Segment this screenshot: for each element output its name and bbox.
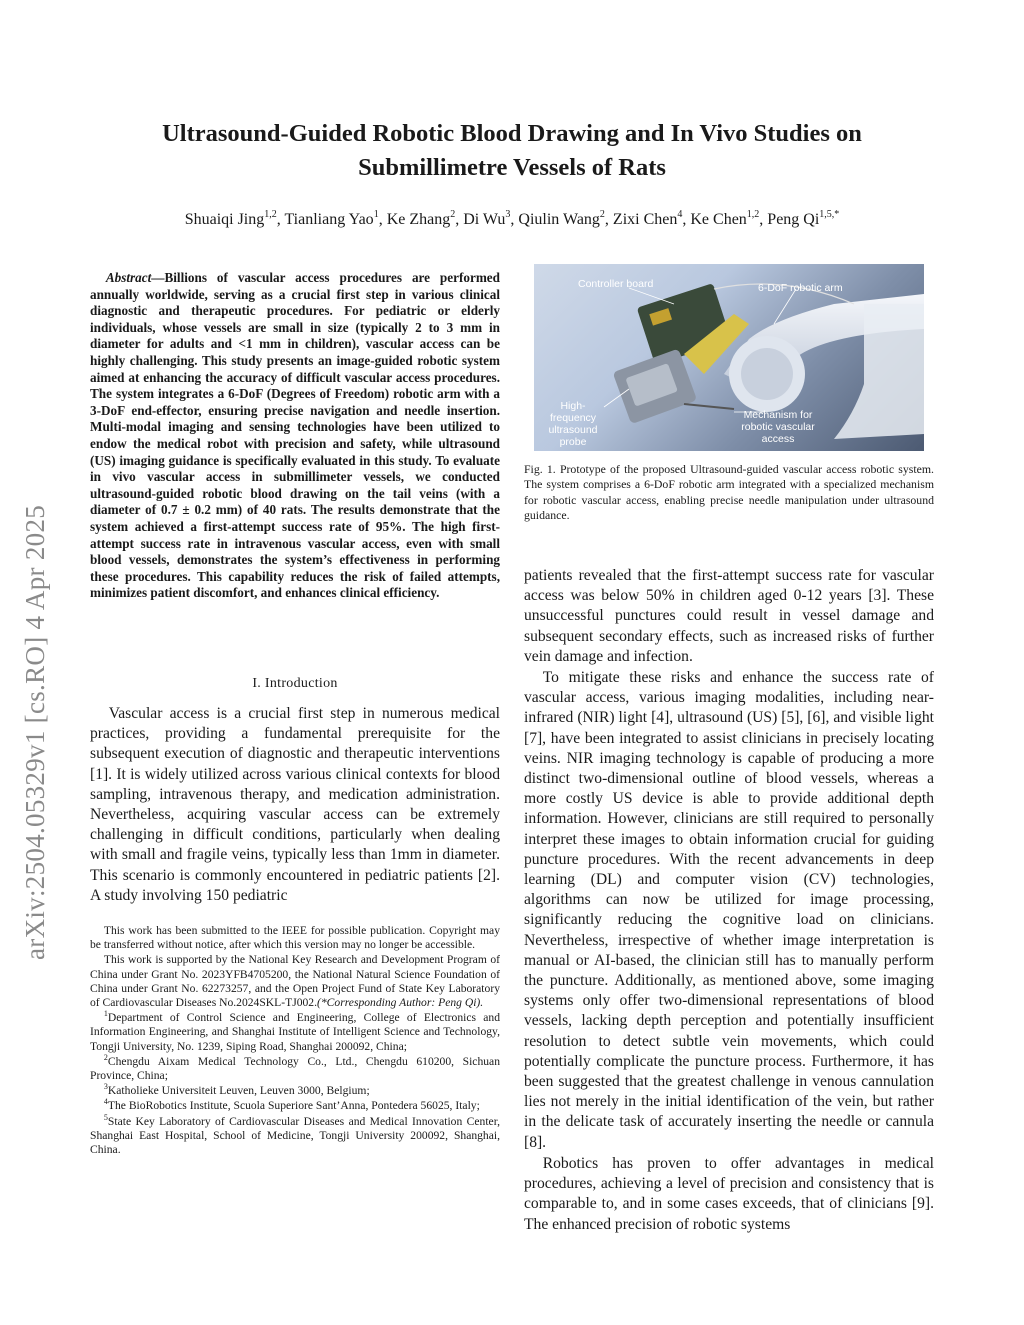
footnote-submission: This work has been submitted to the IEEE for possible publication. Copyright may be transferred without notice, after which this version may no longer be accessible. [90,924,500,952]
paragraph-continued: patients revealed that the first-attempt success rate for vascular access was below 50% in children aged 0-12 years [3]. These unsuccessful punctures could result in vessel damage and subsequent secondary effects, such as increased risks of further vein damage and infection. [524,567,934,665]
figure-label-controller-board: Controller board [578,278,654,290]
title-line-1: Ultrasound-Guided Robotic Blood Drawing and In Vivo Studies on [162,120,862,147]
author-affiliation-mark: 1 [373,209,379,220]
figure-caption: Fig. 1. Prototype of the proposed Ultrasound-guided vascular access robotic system. The system comprises a 6-DoF robotic arm integrated with a specialized mechanism for robotic vascular access, enabling precise needle manipulation under ultrasound guidance. [524,462,934,523]
author-name: Ke Zhang [386,211,451,228]
corresponding-author-note: (*Corresponding Author: Peng Qi). [317,996,484,1010]
author-affiliation-mark: 2 [599,209,605,220]
callout-line-controller [629,288,674,304]
author [463,211,510,228]
author [387,211,456,228]
intro-paragraph-text: Vascular access is a crucial first step in numerous medical practices, providing a fundamental prerequisite for the subsequent execution of diagnostic and therapeutic interventions [1]. It is widely utilized across various clinical contexts for blood sampling, intravenous therapy, and medication administration. Nevertheless, acquiring vascular access can be extremely challenging in difficult conditions, particularly when dealing with small and fragile veins, typically less than 1mm in diameter. This scenario is commonly encountered in pediatric patients [2]. A study involving 150 pediatric [90,705,500,904]
figure-robot-photo [534,264,924,451]
author [690,211,759,228]
footnote-support: This work is supported by the National Key Research and Development Program of China under Grant No. 2023YFB4705200, the National Natural Science Foundation of China under Grant No. 62273257, and the Open Project Fund of State Key Laboratory of Cardiovascular Diseases No.2024SKL-TJ002.(*Corresponding Author: Peng Qi). [90,953,500,1010]
footnotes [90,924,500,1158]
footnote-affiliation-3: $^3$Katholieke Universiteit Leuven, Leuven 3000, Belgium; [103,1082,370,1098]
robot-joint-inner [741,348,793,400]
author-affiliation-mark: 1,5,* [819,209,840,220]
author-list: Shuaiqi Jing$^{1,2}$, Tianliang Yao$^1$, Ke Zhang$^2$, Di Wu$^3$, Qiulin Wang$^2$, Zixi Chen$^4$, Ke Chen$^{1,2}$, Peng $Qi^{1,5,*}$ [184,209,840,228]
right-column-text [524,566,934,1236]
footnote-affiliation-5: $^5$State Key Laboratory of Cardiovascular Diseases and Medical Innovation Center, Shanghai East Hospital, School of Medicine, Tongji University 200092, Shanghai, China. [90,1112,500,1157]
figure-label-mechanism: Mechanism for robotic vascular access [741,409,815,445]
author-affiliation-mark: 4 [677,209,683,220]
author-name: Tianliang Yao [284,211,374,228]
author [185,211,277,228]
needle [684,404,734,409]
arxiv-identifier: arXiv:2504.05329v1 [cs.RO] 4 Apr 2025 [20,504,50,960]
footnote-affiliation-2: $^2$Chengdu Aixam Medical Technology Co., Ltd., Chengdu 610200, Sichuan Province, China; [90,1052,500,1083]
figure-label-ultrasound-probe: High-frequency ultrasound probe [548,400,598,448]
author-affiliation-mark: 1,2 [264,209,277,220]
author-name: Zixi Chen [612,211,678,228]
figure-label-robotic-arm: 6-DoF robotic arm [758,282,843,294]
footnote-affiliation-4: $^4$The BioRobotics Institute, Scuola Superiore Sant’Anna, Pontedera 56025, Italy; [103,1097,480,1113]
paragraph-imaging-modalities: To mitigate these risks and enhance the success rate of vascular access, various imaging modalities, including near-infrared (NIR) light [4], ultrasound (US) [5], [6], and visible light [7], have been integrated to assist clinicians in precisely locating veins. NIR imaging technology is capable of producing a more distinct two-dimensional outline of blood vessels, whereas a more costly US device is able to provide additional depth information. However, clinicians are still required to personally interpret these images to obtain information crucial for guiding puncture procedures. With the recent advancements in deep learning (DL) and computer vision (CV) technologies, algorithms can now be utilized for image processing, significantly reducing the cognitive load on clinicians. Nevertheless, irrespective of whether image interpretation is manual or AI-based, the clinician still has to manually perform the puncture. Additionally, as mentioned above, some imaging systems only offer two-dimensional representations of blood vessels, lacking depth perception and potentially insufficient resolution to detect subtle vein movements, which could potentially complicate the puncture process. Furthermore, it has been suggested that the greatest challenge in venous cannulation lies not merely in the initial identification of the vein, but rather in the delicate task of accurately inserting the needle or cannula [8]. [524,669,934,1151]
section-heading-introduction: I. Introduction [252,676,338,691]
author [767,211,839,228]
author-name: Shuaiqi Jing [184,211,265,228]
abstract-label: Abstract [105,270,152,285]
footnote-affiliation-1: $^1$Department of Control Science and Engineering, College of Electronics and Information Engineering, and Shanghai Institute of Intelligent Science and Technology, Tongji University, No. 1239, Siping Road, Shanghai 200092, China; [90,1009,500,1053]
abstract-text: —Billions of vascular access procedures are performed annually worldwide, serving as a crucial first step in various clinical diagnostic and therapeutic procedures. For pediatric or elderly individuals, whose vessels are small in size (typically 2 to 3 mm in diameter for adults and <1 mm in children), vascular access can be highly challenging. This study presents an image-guided robotic system aimed at enhancing the accuracy of difficult vascular access procedures. The system integrates a 6-DoF (Degrees of Freedom) robotic arm with a 3-DoF end-effector, ensuring precise navigation and needle insertion. Multi-modal imaging and sensing technologies have been utilized to endow the medical robot with precision and safety, while ultrasound (US) imaging guidance is specifically evaluated in this study. To evaluate in vivo vascular access in submillimeter vessels, we conducted ultrasound-guided robotic blood drawing on the tail veins (with a diameter of 0.7 ± 0.2 mm) of 40 rats. The results demonstrate that the system achieved a first-attempt success rate of 95%. The high first-attempt success rate in intravenous vascular access, even with small blood vessels, demonstrates the system’s effectiveness in performing these procedures. This capability reduces the risk of failed attempts, minimizes patient discomfort, and enhances clinical efficiency. [90,270,500,601]
author-name: Di Wu [463,211,506,228]
paragraph-robotics: Robotics has proven to offer advantages in medical procedures, achieving a level of precision and consistency that is comparable to, and in some cases exceeds, that of clinicians [9]. The enhanced precision of robotic systems [524,1154,934,1233]
author-name: Peng Qi [767,211,820,228]
author [613,211,682,228]
author-affiliation-mark: 2 [450,209,456,220]
paper-title [100,117,924,185]
author [284,211,378,228]
author-name: Ke Chen [690,211,747,228]
intro-paragraph [90,704,500,906]
title-line-2: Submillimetre Vessels of Rats [358,154,666,181]
author-name: Qiulin Wang [518,211,600,228]
author [518,211,605,228]
author-affiliation-mark: 3 [505,209,511,220]
abstract [90,270,500,602]
author-affiliation-mark: 1,2 [746,209,760,220]
